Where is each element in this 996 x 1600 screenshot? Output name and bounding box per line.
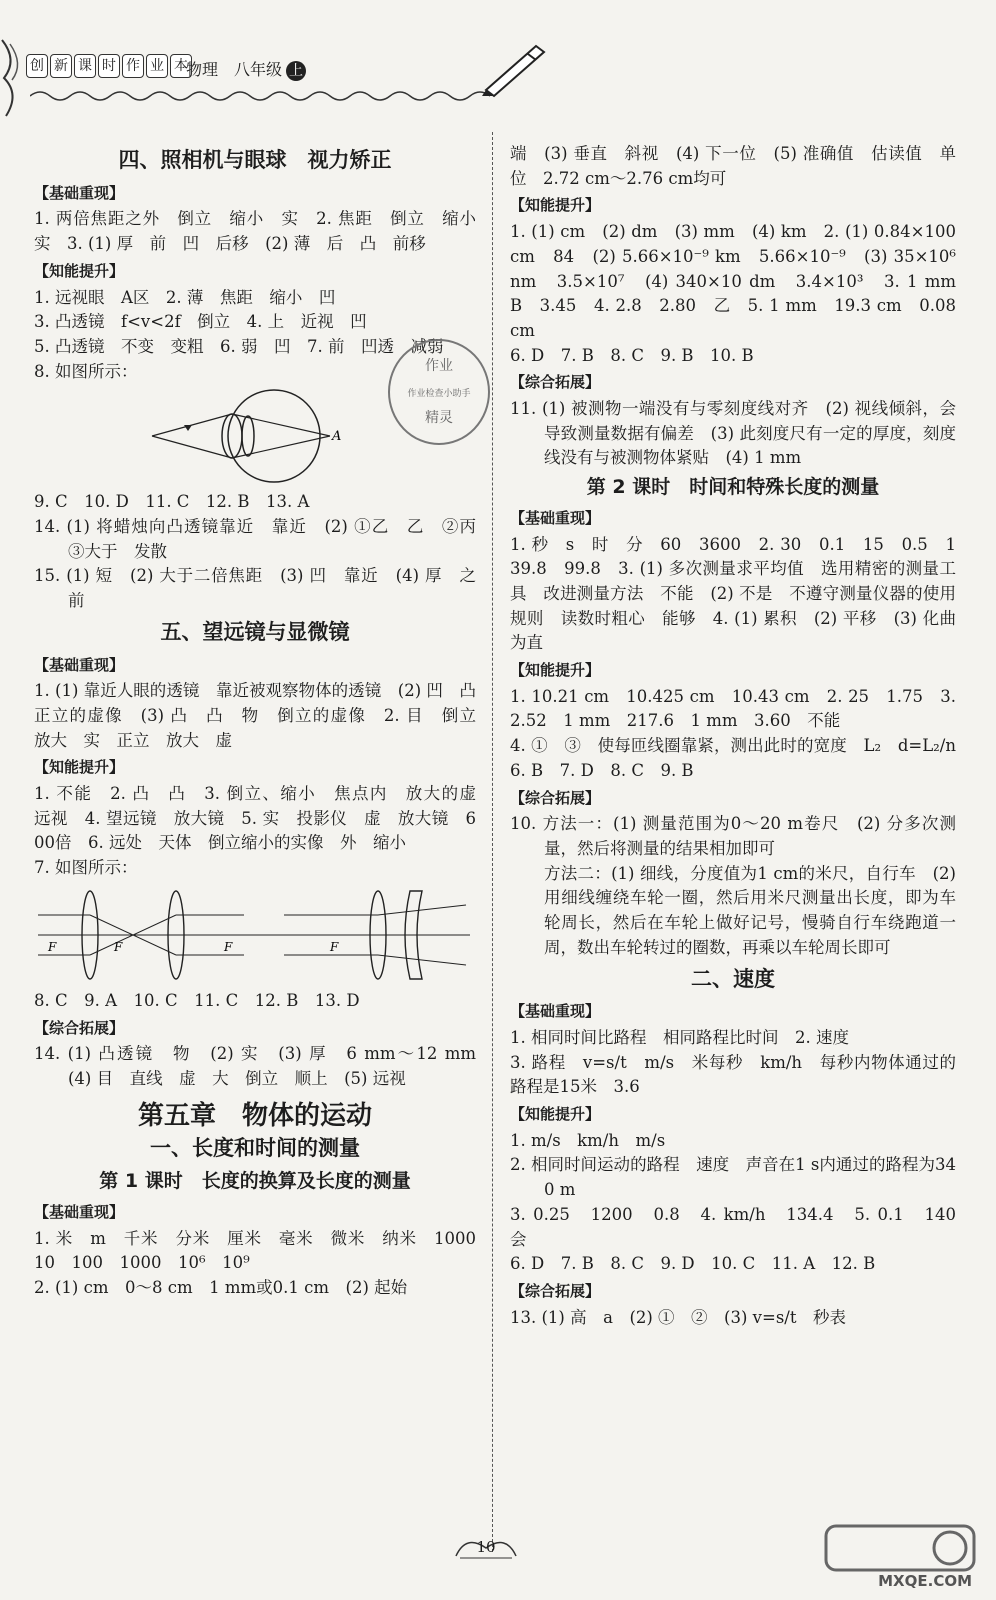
section-tag: 【综合拓展】 bbox=[510, 788, 601, 807]
section-tag: 【基础重现】 bbox=[34, 1202, 125, 1221]
answer-paragraph: 1. 相同时间比路程 相同路程比时间 2. 速度 bbox=[510, 1027, 849, 1047]
answer-paragraph: 8. 如图所示： bbox=[34, 361, 138, 381]
answer-paragraph: 4. ① ③ 使每匝线圈靠紧，测出此时的宽度 L₂ d=L₂/n 6. B 7. D 8. C 9. B bbox=[510, 736, 973, 780]
brand-char: 本 bbox=[170, 54, 192, 78]
focal-point-label: F bbox=[224, 939, 233, 954]
brand-logo bbox=[26, 54, 192, 78]
answer-paragraph: 1. m/s km/h m/s bbox=[510, 1130, 666, 1150]
answer-paragraph: 14. (1) 将蜡烛向凸透镜靠近 靠近 (2) ①乙 乙 ②丙 ③大于 发散 bbox=[34, 517, 493, 561]
answer-paragraph: 端 (3) 垂直 斜视 (4) 下一位 (5) 准确值 估读值 单位 2.72 cm～2.76 cm均可 bbox=[510, 144, 956, 188]
page-number: 10 bbox=[476, 1538, 496, 1556]
brand-char: 新 bbox=[50, 54, 72, 78]
answer-paragraph: 方法二：(1) 细线，分度值为1 cm的米尺，自行车 (2) 用细线缠绕车轮一圈，然后用米尺测量出长度，即为车轮周长，然后在车轮上做好记号，慢骑自行车绕跑道一周，数出车轮转过的圈数，再乘以车轮周长即可 bbox=[544, 863, 956, 957]
brand-char: 业 bbox=[146, 54, 168, 78]
answer-paragraph: 6. D 7. B 8. C 9. B 10. B bbox=[510, 345, 754, 365]
chapter-title: 第五章 物体的运动 bbox=[137, 1100, 372, 1131]
section-tag: 【知能提升】 bbox=[34, 758, 125, 777]
brand-char: 作 bbox=[122, 54, 144, 78]
answer-paragraph: 9. C 10. D 11. C 12. B 13. A bbox=[34, 492, 310, 512]
section-title: 四、照相机与眼球 视力矫正 bbox=[118, 148, 392, 172]
answer-paragraph: 7. 如图所示： bbox=[34, 858, 138, 878]
homework-stamp bbox=[386, 336, 492, 448]
section-title: 五、望远镜与显微镜 bbox=[160, 619, 350, 644]
answer-paragraph: 2. (1) cm 0～8 cm 1 mm或0.1 cm (2) 起始 bbox=[34, 1277, 408, 1297]
lesson-title: 第 2 课时 时间和特殊长度的测量 bbox=[586, 476, 880, 499]
section-title: 二、速度 bbox=[691, 966, 775, 991]
header-wave-line bbox=[30, 86, 500, 104]
answer-paragraph: 1. (1) cm (2) dm (3) mm (4) km 2. (1) 0.84×100 cm 84 (2) 5.66×10⁻⁹ km 5.66×10⁻⁹ (3) 35×10⁶ nm 3.5×10⁷ (4) 340×10 dm 3.4×10³ 3. 1 mm B 3.45 4. 2.8 2.80 乙 5. 1 mm 19.3 cm 0.08 cm bbox=[510, 222, 973, 340]
page-header bbox=[0, 0, 996, 110]
focal-point-label: F bbox=[48, 939, 57, 954]
section-tag: 【基础重现】 bbox=[510, 1002, 601, 1021]
section-tag: 【综合拓展】 bbox=[510, 1281, 601, 1300]
answer-paragraph: 13. (1) 高 a (2) ① ② (3) v=s/t 秒表 bbox=[510, 1307, 846, 1327]
section-tag: 【基础重现】 bbox=[34, 655, 125, 674]
answer-paragraph: 3. 凸透镜 f<v<2f 倒立 4. 上 近视 凹 bbox=[34, 312, 367, 332]
answer-paragraph: 1. 两倍焦距之外 倒立 缩小 实 2. 焦距 倒立 缩小 实 3. (1) 厚 前 凹 后移 (2) 薄 后 凸 前移 bbox=[34, 209, 493, 254]
answer-paragraph: 14. (1) 凸透镜 物 (2) 实 (3) 厚 6 mm～12 mm (4) 目 直线 虚 大 倒立 顺上 (5) 远视 bbox=[34, 1044, 493, 1088]
answer-paragraph: 1. 10.21 cm 10.425 cm 10.43 cm 2. 25 1.75 3. 2.52 1 mm 217.6 1 mm 3.60 不能 bbox=[510, 686, 956, 731]
column-divider bbox=[492, 132, 493, 1552]
answer-paragraph: 8. C 9. A 10. C 11. C 12. B 13. D bbox=[34, 990, 360, 1010]
answer-paragraph: 1. 秒 s 时 分 60 3600 2. 30 0.1 15 0.5 1 39.8 99.8 3. (1) 多次测量求平均值 选用精密的测量工具 改进测量方法 不能 (2) 不是 不遵守测量仪器的使用规则 读数时粗心 能够 4. (1) 累积 (2) 平移 (3) 化曲为直 bbox=[510, 534, 973, 653]
section-tag: 【基础重现】 bbox=[34, 183, 125, 202]
figure-point-label: A bbox=[332, 429, 342, 445]
section-tag: 【知能提升】 bbox=[510, 196, 601, 215]
answer-paragraph: 11. (1) 被测物一端没有与零刻度线对齐 (2) 视线倾斜，会导致测量数据有偏差 (3) 此刻度尺有一定的厚度，刻度线没有与被测物体紧贴 (4) 1 mm bbox=[510, 399, 956, 468]
answer-paragraph: 10. 方法一：(1) 测量范围为0～20 m卷尺 (2) 分多次测量，然后将测量的结果相加即可 bbox=[510, 814, 956, 858]
grade-badge: 上 bbox=[286, 61, 306, 81]
subject-grade bbox=[186, 57, 306, 81]
eye-lens-diagram bbox=[148, 388, 348, 484]
section-tag: 【基础重现】 bbox=[510, 508, 601, 527]
watermark-text: MXQE.COM bbox=[878, 1572, 972, 1590]
stamp-text: 作业 bbox=[425, 358, 453, 374]
section-tag: 【综合拓展】 bbox=[510, 373, 601, 392]
brand-char: 时 bbox=[98, 54, 120, 78]
subject-grade-text: 物理 八年级 bbox=[186, 60, 283, 79]
section-tag: 【知能提升】 bbox=[510, 1105, 601, 1124]
lesson-title: 第 1 课时 长度的换算及长度的测量 bbox=[99, 1170, 411, 1193]
stamp-text: 作业检查小助手 bbox=[407, 389, 471, 399]
answer-paragraph: 1. (1) 靠近人眼的透镜 靠近被观察物体的透镜 (2) 凹 凸 正立的虚像 (3) 凸 凸 物 倒立的虚像 2. 目 倒立 放大 实 正立 放大 虚 bbox=[34, 681, 493, 750]
section-title: 一、长度和时间的测量 bbox=[150, 1136, 360, 1161]
answer-paragraph: 1. 米 m 千米 分米 厘米 毫米 微米 纳米 1000 10 100 1000 10⁶ 10⁹ bbox=[34, 1228, 493, 1273]
brand-char: 课 bbox=[74, 54, 96, 78]
telescope-lens-diagram bbox=[34, 885, 474, 985]
section-tag: 【知能提升】 bbox=[510, 661, 601, 680]
answer-paragraph: 2. 相同时间运动的路程 速度 声音在1 s内通过的路程为340 m bbox=[510, 1155, 956, 1200]
section-tag: 【综合拓展】 bbox=[34, 1018, 125, 1037]
answer-paragraph: 3. 0.25 1200 0.8 4. km/h 134.4 5. 0.1 140 会 bbox=[510, 1204, 973, 1249]
answer-paragraph: 6. D 7. B 8. C 9. D 10. C 11. A 12. B bbox=[510, 1254, 876, 1274]
stamp-text: 精灵 bbox=[425, 410, 453, 426]
answer-paragraph: 3. 路程 v=s/t m/s 米每秒 km/h 每秒内物体通过的路程是15米 3.6 bbox=[510, 1052, 956, 1097]
page-number-badge bbox=[446, 1528, 526, 1568]
answer-paragraph: 1. 远视眼 A区 2. 薄 焦距 缩小 凹 bbox=[34, 287, 336, 307]
focal-point-label: F bbox=[330, 939, 339, 954]
brand-char: 创 bbox=[26, 54, 48, 78]
section-tag: 【知能提升】 bbox=[34, 261, 125, 280]
right-column bbox=[510, 142, 973, 1330]
answer-paragraph: 5. 凸透镜 不变 变粗 6. 弱 凹 7. 前 凹透 减弱 bbox=[34, 336, 444, 356]
focal-point-label: F bbox=[114, 939, 123, 954]
pen-icon bbox=[478, 38, 548, 98]
answer-paragraph: 1. 不能 2. 凸 凸 3. 倒立、缩小 焦点内 放大的虚 远视 4. 望远镜 放大镜 5. 实 投影仪 虚 放大镜 600倍 6. 远处 天体 倒立缩小的实像 外 缩小 bbox=[34, 784, 493, 853]
answer-paragraph: 15. (1) 短 (2) 大于二倍焦距 (3) 凹 靠近 (4) 厚 之前 bbox=[34, 566, 476, 611]
left-column bbox=[34, 142, 493, 1301]
